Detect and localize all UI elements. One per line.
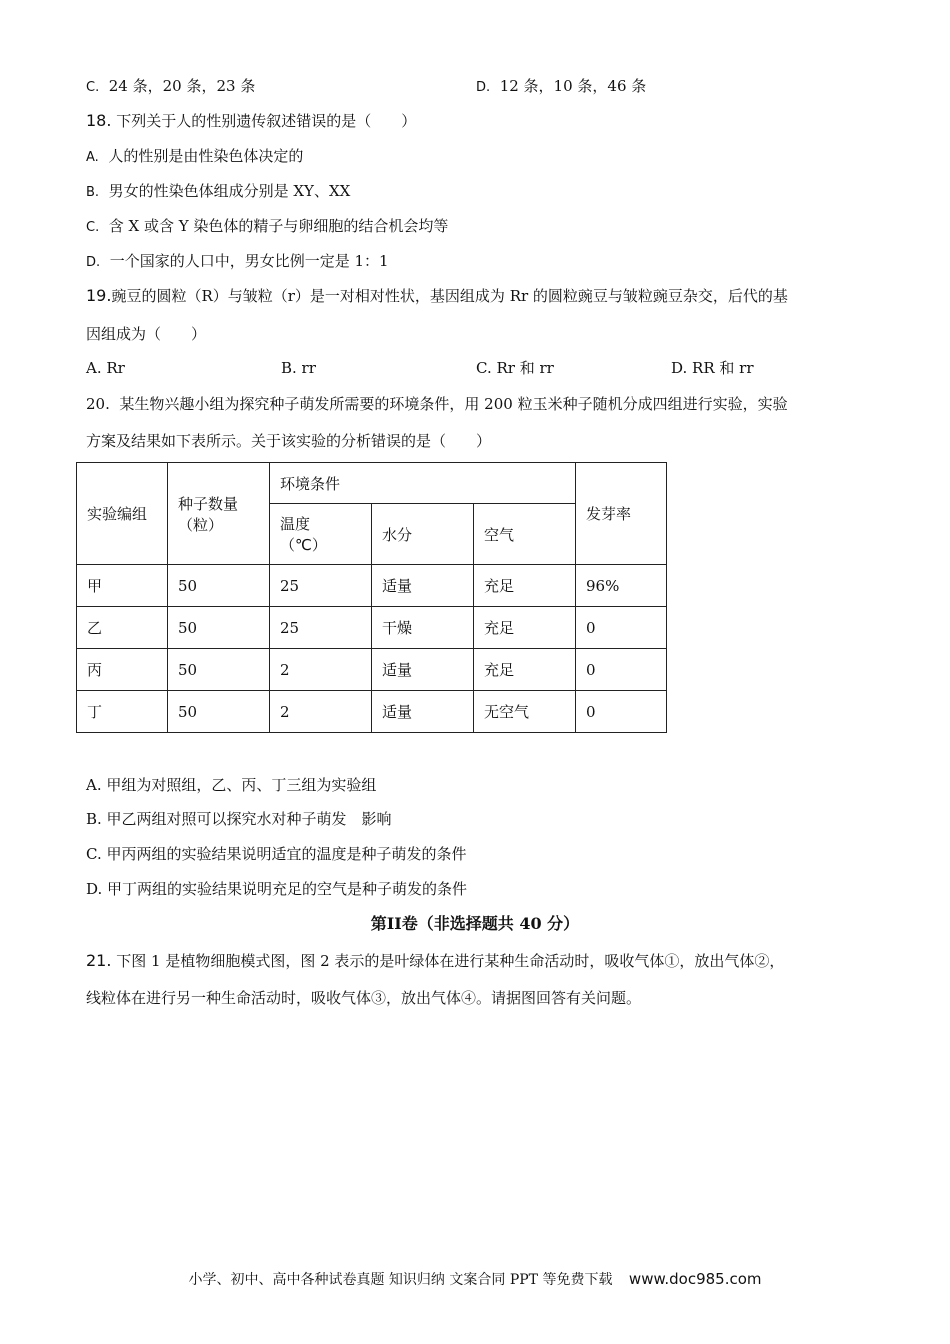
header-germination-rate: 发芽率 xyxy=(576,463,667,565)
cell-group: 甲 xyxy=(77,565,168,607)
q18-stem: 18. 下列关于人的性别遗传叙述错误的是（ ） xyxy=(86,111,417,130)
cell-air: 充足 xyxy=(474,607,576,649)
cell-water: 适量 xyxy=(372,691,474,733)
header-temperature: 温度 （℃） xyxy=(270,504,372,565)
cell-air: 充足 xyxy=(474,649,576,691)
header-seed-count: 种子数量 （粒） xyxy=(168,463,270,565)
header-air: 空气 xyxy=(474,504,576,565)
cell-group: 丙 xyxy=(77,649,168,691)
experiment-table xyxy=(76,462,667,733)
q20-stem-line1: 20. 某生物兴趣小组为探究种子萌发所需要的环境条件，用 200 粒玉米种子随机分成四组进行实验，实验 xyxy=(86,395,788,413)
q19-option-a: A. Rr xyxy=(86,359,125,377)
cell-water: 干燥 xyxy=(372,607,474,649)
q19-option-b: B. rr xyxy=(281,359,316,377)
cell-temp: 2 xyxy=(270,649,372,691)
q17-option-c: C. 24 条，20 条，23 条 xyxy=(86,77,256,95)
q19-stem-line1: 19.豌豆的圆粒（R）与皱粒（r）是一对相对性状，基因组成为 Rr 的圆粒豌豆与皱粒豌豆杂交，后代的基 xyxy=(86,286,788,305)
q18-option-b: B. 男女的性染色体组成分别是 XY、XX xyxy=(86,182,351,200)
q19-stem-line2: 因组成为（ ） xyxy=(86,325,207,343)
section-title: 第II卷（非选择题共 40 分） xyxy=(370,914,580,933)
q20-stem-line2: 方案及结果如下表所示。关于该实验的分析错误的是（ ） xyxy=(86,432,492,450)
q20-option-a: A. 甲组为对照组，乙、丙、丁三组为实验组 xyxy=(86,776,377,794)
cell-group: 乙 xyxy=(77,607,168,649)
question-number: 19. xyxy=(86,286,112,305)
cell-rate: 96% xyxy=(576,565,667,607)
table-row xyxy=(77,607,667,649)
q20-option-b: B. 甲乙两组对照可以探究水对种子萌发 影响 xyxy=(86,810,392,828)
cell-temp: 25 xyxy=(270,607,372,649)
cell-group: 丁 xyxy=(77,691,168,733)
cell-water: 适量 xyxy=(372,649,474,691)
cell-seeds: 50 xyxy=(168,607,270,649)
q21-stem-line2: 线粒体在进行另一种生命活动时，吸收气体③，放出气体④。请据图回答有关问题。 xyxy=(86,989,642,1007)
q18-option-d: D. 一个国家的人口中，男女比例一定是 1：1 xyxy=(86,252,389,270)
header-water: 水分 xyxy=(372,504,474,565)
table-row xyxy=(77,649,667,691)
question-number: 18. xyxy=(86,111,112,130)
q21-stem-line1: 21. 下图 1 是植物细胞模式图，图 2 表示的是叶绿体在进行某种生命活动时，吸收气体①，放出气体②， xyxy=(86,951,785,970)
q17-option-d: D. 12 条，10 条，46 条 xyxy=(476,77,647,95)
table-row xyxy=(77,565,667,607)
footer-text: 小学、初中、高中各种试卷真题 知识归纳 文案合同 PPT 等免费下载 xyxy=(188,1272,613,1288)
page-footer xyxy=(0,1269,950,1289)
question-number: 21. xyxy=(86,951,112,970)
cell-temp: 2 xyxy=(270,691,372,733)
cell-seeds: 50 xyxy=(168,565,270,607)
table-row xyxy=(77,691,667,733)
q20-option-d: D. 甲丁两组的实验结果说明充足的空气是种子萌发的条件 xyxy=(86,880,468,898)
q18-option-c: C. 含 X 或含 Y 染色体的精子与卵细胞的结合机会均等 xyxy=(86,217,449,235)
cell-seeds: 50 xyxy=(168,649,270,691)
footer-link[interactable]: www.doc985.com xyxy=(628,1270,762,1288)
header-environment: 环境条件 xyxy=(270,463,576,504)
cell-rate: 0 xyxy=(576,607,667,649)
q19-option-d: D. RR 和 rr xyxy=(671,359,754,377)
q18-option-a: A. 人的性别是由性染色体决定的 xyxy=(86,147,304,165)
cell-water: 适量 xyxy=(372,565,474,607)
cell-rate: 0 xyxy=(576,649,667,691)
cell-seeds: 50 xyxy=(168,691,270,733)
q19-option-c: C. Rr 和 rr xyxy=(476,359,554,377)
header-group: 实验编组 xyxy=(77,463,168,565)
cell-air: 充足 xyxy=(474,565,576,607)
cell-air: 无空气 xyxy=(474,691,576,733)
cell-rate: 0 xyxy=(576,691,667,733)
cell-temp: 25 xyxy=(270,565,372,607)
q20-option-c: C. 甲丙两组的实验结果说明适宜的温度是种子萌发的条件 xyxy=(86,845,467,863)
